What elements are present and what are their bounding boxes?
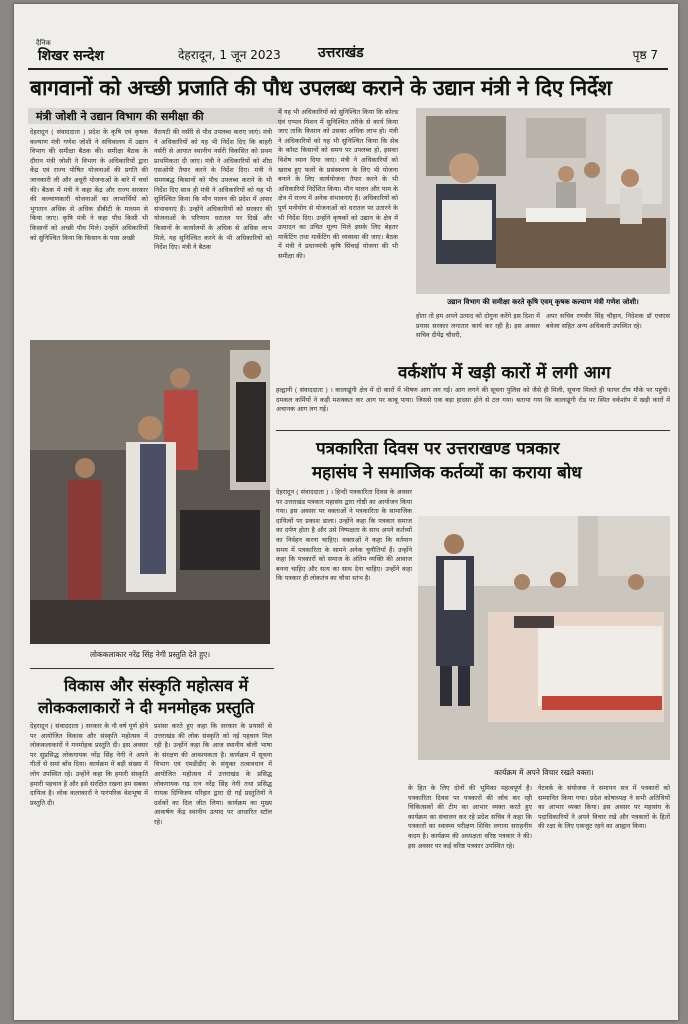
story3-headline-line1: पत्रकारिता दिवस पर उत्तराखण्ड पत्रकार bbox=[316, 439, 560, 459]
story3-col3: नेटवर्क के संयोजक ने समापन सत्र में पत्रकारों को सम्मानित किया गया। प्रदेश कोषाध्यक्ष ने सभी अतिथियों का आभार व्यक्त किया। इस अवसर पर महासंघ के पदाधिकारियों ने अपने विचार रखे और पत्रकारों के हितों की रक्षा के लिए एकजुट रहने का आह्वान किया। bbox=[538, 784, 670, 831]
page-number: पृष्ठ 7 bbox=[632, 48, 658, 62]
story1-photo bbox=[416, 108, 670, 294]
story4-headline-line2: लोककलाकारों ने दी मनमोहक प्रस्तुति bbox=[38, 698, 255, 717]
story3-col2: के हित के लिए दोनों की भूमिका महत्वपूर्ण है। पत्रकारिता दिवस पर पत्रकारों की जाँच कर रही चिकित्सकों की टीम का आभार व्यक्त करते हुए कार्यक्रम का संचालन कर रहे प्रदेश सचिव ने कहा कि पत्रकारों का स्वास्थ्य परीक्षण शिविर लगाना सराहनीय कदम है। कार्यक्रम की अध्यक्षता वरिष्ठ पत्रकार ने की। इस अवसर पर कई वरिष्ठ पत्रकार उपस्थित रहे। bbox=[408, 784, 532, 850]
story1-col1: देहरादून ( संवाददाता ) प्रदेश के कृषि एवं कृषक कल्याण मंत्री गणेश जोशी ने सचिवालय में उद्यान विभाग की समीक्षा बैठक की। समीक्षा बैठक के दौरान मंत्री जोशी ने विभाग के अधिकारियों द्वारा केंद्र एवं राज्य पोषित योजनाओं की प्रगति की जानकारी ली और अधूरी योजनाओं के बारे में चर्चा की। बैठक में मंत्री ने कहा केंद्र और राज्य सरकार की कल्याणकारी योजनाओं का लाभार्थियों को भुगतान अधिक से अधिक डीबीटी के माध्यम से किया जाए। कृषि मंत्री ने कहा पौध किसी भी किसानों को अच्छी पौध मिले। उन्होंने अधिकारियों को सुनिश्चित किया कि किसान के पास अच्छी bbox=[30, 128, 148, 242]
story3-headline-line2: महासंघ ने समाजिक कर्तव्यों का कराया बोध bbox=[312, 463, 582, 483]
story1-headline: बागवानों को अच्छी प्रजाति की पौध उपलब्ध कराने के उद्यान मंत्री ने दिए निर्देश bbox=[30, 76, 612, 100]
story4-col2: प्रशंसा करते हुए कहा कि सरकार के प्रयासों से उत्तराखंड की लोक संस्कृति को नई पहचान मिल रही है। उन्होंने कहा कि आज स्थानीय बोली भाषा के संरक्षण की आवश्यकता है। कार्यक्रम में सूचना विभाग एवं एमडीडीए के संयुक्त तत्वावधान में आयोजित महोत्सव में उत्तराखंड के प्रसिद्ध लोकगायक गढ़ रत्न नरेंद्र सिंह नेगी तथा प्रसिद्ध गायक दिग्विजय परिहार द्वारा दी गई प्रस्तुतियों ने दर्शकों का दिल जीत लिया। कार्यक्रम का मुख्य आकर्षण केंद्र स्थानीय उत्पाद पर आधारित स्टॉल रहे। bbox=[154, 722, 272, 826]
divider bbox=[30, 668, 274, 669]
story2-headline: वर्कशॉप में खड़ी कारों में लगी आग bbox=[398, 363, 611, 383]
paper-tag: दैनिक bbox=[36, 39, 51, 47]
story1-col5: अपर सचिव रणवीर सिंह चौहान, निदेशक डॉ एचएस बवेजा सहित अन्य अधिकारी उपस्थित रहे। bbox=[546, 312, 670, 330]
story3-photo bbox=[418, 516, 670, 760]
section-name: उत्तराखंड bbox=[318, 45, 364, 61]
journalist-seminar-photo bbox=[418, 516, 670, 760]
story1-col2: वैरायटी की नर्सरी से पौध उपलब्ध कराए जाएं। मंत्री ने अधिकारियों को यह भी निर्देश दिए कि बाहरी नर्सरी से आयात स्थानीय नर्सरी विकसित को प्रथम प्राथमिकता दी जाए। मंत्री ने अधिकारियों को शीघ्र एसओपी तैयार करने के निर्देश दिए। मंत्री ने समयबद्ध किसानों को पौध उपलब्ध कराने के भी निर्देश दिए साथ ही मंत्री ने अधिकारियों को यह भी सुनिश्चित किया कि मौन पालन की प्रदेश में अपार संभावनाएं हैं। उन्होंने अधिकारियों को सरकार की योजनाओं के परिणाम धरातल पर दिखें और किसानों के कार्यालयों के अधिक से अधिक लाभ मिले, यह सुनिश्चित करने के भी अधिकारियों को निर्देश दिए। मंत्री ने बैठक bbox=[154, 128, 272, 252]
story1-subhead: मंत्री जोशी ने उद्यान विभाग की समीक्षा की bbox=[36, 110, 204, 123]
story3-photo-caption: कार्यक्रम में अपने विचार रखते वक्ता। bbox=[494, 768, 594, 777]
minister-meeting-photo bbox=[416, 108, 670, 294]
folk-artist-performance-photo bbox=[30, 340, 270, 644]
story1-col4: होता तो हम अपने उत्पाद को दोगुना करेंगे इस दिशा में प्रयास सरकार लगातार कार्य कर रही है। इस अवसर सचिव दीपेंद्र चौधरी, bbox=[416, 312, 540, 340]
story4-photo-caption: लोककलाकार नरेंद्र सिंह नेगी प्रस्तुति देते हुए। bbox=[89, 650, 211, 659]
story4-headline-line1: विकास और संस्कृति महोत्सव में bbox=[64, 676, 249, 695]
story2-text: हल्द्वानी ( संवाददाता ) । कालाढूंगी क्षेत्र में दो कारों में भीषण आग लग गई। आग लगने की सूचना पुलिस को जैसे ही मिली, सूचना मिलते ही फायर टीम मौके पर पहुंची। दमकल कर्मियों ने कड़ी मशक्कत कर आग पर काबू पाया। जिससे एक बड़ा हादसा होने से टल गया। बताया गया कि कालाढूंगी रोड पर स्थित वर्कशॉप में खड़ी कारों में अचानक आग लग गई। bbox=[276, 386, 670, 414]
divider bbox=[276, 430, 670, 431]
story1-photo-caption: उद्यान विभाग की समीक्षा करते कृषि एवम् कृषक कल्याण मंत्री गणेश जोशी। bbox=[447, 298, 639, 306]
story3-col1: देहरादून ( संवाददाता ) । हिन्दी पत्रकारिता दिवस के अवसर पर उत्तराखंड पत्रकार महासंघ द्वारा गोष्ठी का आयोजन किया गया। इस अवसर पर वक्ताओं ने पत्रकारिता के सामाजिक दायित्वों पर प्रकाश डाला। उन्होंने कहा कि पत्रकार समाज का दर्पण होता है और उसे निष्पक्षता के साथ अपने कर्तव्यों का निर्वहन करना चाहिए। वक्ताओं ने कहा कि वर्तमान समय में पत्रकारिता के सामने अनेक चुनौतियाँ हैं। उन्होंने कहा कि पत्रकारों को समाज के अंतिम व्यक्ति की आवाज बनना चाहिए और सत्य का साथ देना चाहिए। उन्होंने कहा कि पत्रकार ही लोकतंत्र का चौथा स्तंभ है। bbox=[276, 488, 412, 583]
date-line: देहरादून, 1 जून 2023 bbox=[178, 48, 281, 62]
newspaper-page bbox=[14, 4, 678, 1020]
masthead bbox=[28, 38, 668, 70]
paper-name: शिखर सन्देश bbox=[38, 48, 104, 64]
story4-photo bbox=[30, 340, 270, 644]
story4-col1: देहरादून ( संवाददाता ) सरकार के नौ वर्ष पूर्ण होने पर आयोजित विकास और संस्कृति महोत्सव में लोककलाकारों ने मनमोहक प्रस्तुति दी। इस अवसर पर सुप्रसिद्ध लोकगायक नरेंद्र सिंह नेगी ने अपने गीतों से समां बाँध दिया। कार्यक्रम में बड़ी संख्या में लोग उपस्थित रहे। उन्होंने कहा कि हमारी संस्कृति हमारी पहचान है और इसे संरक्षित रखना हम सबका दायित्व है। लोक कलाकारों ने पारंपरिक वेशभूषा में प्रस्तुति दी। bbox=[30, 722, 148, 807]
story1-col3: में यह भी अधिकारियों को सुनिश्चित किया कि कोल्ड एवं एप्पल मिशन में सुनिश्चित तरीके से कार्य किया जाए ताकि किसान को उसका अधिक लाभ हो। मंत्री ने अधिकारियों को यह भी सुनिश्चित किया कि सेब के कॉस्ट किसानों को समय पर उपलब्ध हो, इसका विशेष ध्यान दिया जाए। मंत्री ने अधिकारियों को खराब हुए फलों के प्रसंस्करण के लिए भी योजना बनाने के लिए कार्ययोजना तैयार करने के भी अधिकारियों निर्देशित किया। मौन पालन और पाम के क्षेत्र में राज्य में अनेक संभावनाएं हैं। अधिकारियों को पूर्ण मनोयोग से योजनाओं को धरातल पर उतारने के भी निर्देश दिए। उन्होंने कृषकों को उद्यान के क्षेत्र में उत्पादन का उचित मूल्य मिले इसके लिए बेहतर मार्केटिंग तथा मार्केटिंग की व्यवस्था की जाए। बैठक में मंत्री ने प्रधानमंत्री कृषि सिंचाई योजना की भी समीक्षा की। bbox=[278, 108, 398, 260]
